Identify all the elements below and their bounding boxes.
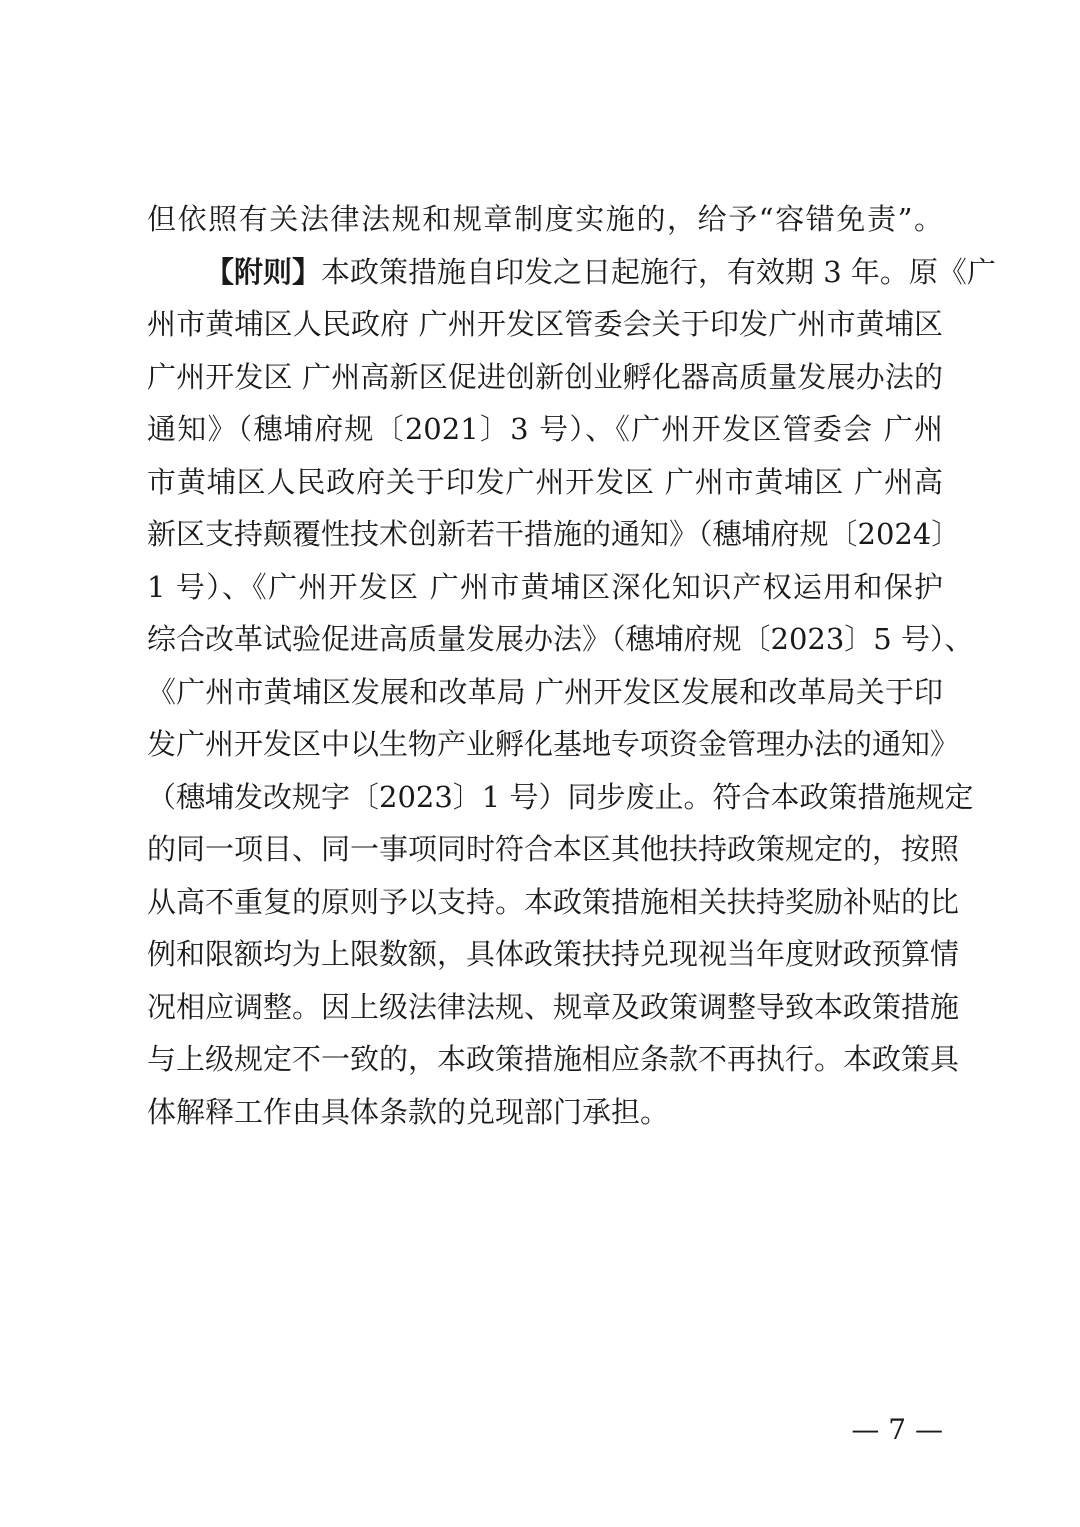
text-line-13: 的同一项目、同一事项同时符合本区其他扶持政策规定的，按照: [147, 832, 960, 866]
text-line-7: 新区支持颠覆性技术创新若干措施的通知》（穗埔府规〔2024〕: [147, 517, 961, 551]
text-line-3: 州市黄埔区人民政府 广州开发区管委会关于印发广州市黄埔区: [147, 307, 943, 341]
text-line-5: 通知》（穗埔府规〔2021〕3 号）、《广州开发区管委会 广州: [147, 412, 943, 446]
text-line-10: 《广州市黄埔区发展和改革局 广州开发区发展和改革局关于印: [147, 674, 943, 709]
text-line-11: 发广州开发区中以生物产业孵化基地专项资金管理办法的通知》: [147, 727, 960, 761]
text-line-2: [147, 246, 996, 299]
text-line-4: 广州开发区 广州高新区促进创新创业孵化器高质量发展办法的: [147, 359, 943, 394]
text-line-1: 但依照有关法律法规和规章制度实施的，给予“容错免责”。: [147, 202, 943, 236]
text-line-15: 例和限额均为上限数额，具体政策扶持兑现视当年度财政预算情: [147, 937, 960, 971]
text-line-8: 1 号）、《广州开发区 广州市黄埔区深化知识产权运用和保护: [147, 569, 943, 604]
text-line-14: 从高不重复的原则予以支持。本政策措施相关扶持奖励补贴的比: [147, 884, 960, 919]
appendix-line-text: 本政策措施自印发之日起施行，有效期 3 年。原《广: [321, 254, 996, 289]
text-line-9: 综合改革试验促进高质量发展办法》（穗埔府规〔2023〕5 号）、: [147, 622, 974, 656]
body-text: [147, 193, 996, 1138]
appendix-heading: 【附则】: [205, 254, 322, 289]
page-number: — 7 —: [851, 1413, 943, 1446]
text-line-6: 市黄埔区人民政府关于印发广州开发区 广州市黄埔区 广州高: [147, 464, 943, 499]
text-line-12: （穗埔发改规字〔2023〕1 号）同步废止。符合本政策措施规定: [147, 779, 974, 814]
text-line-17: 与上级规定不一致的，本政策措施相应条款不再执行。本政策具: [147, 1042, 960, 1076]
text-line-16: 况相应调整。因上级法律法规、规章及政策调整导致本政策措施: [147, 989, 960, 1024]
text-line-18: 体解释工作由具体条款的兑现部门承担。: [147, 1094, 670, 1129]
